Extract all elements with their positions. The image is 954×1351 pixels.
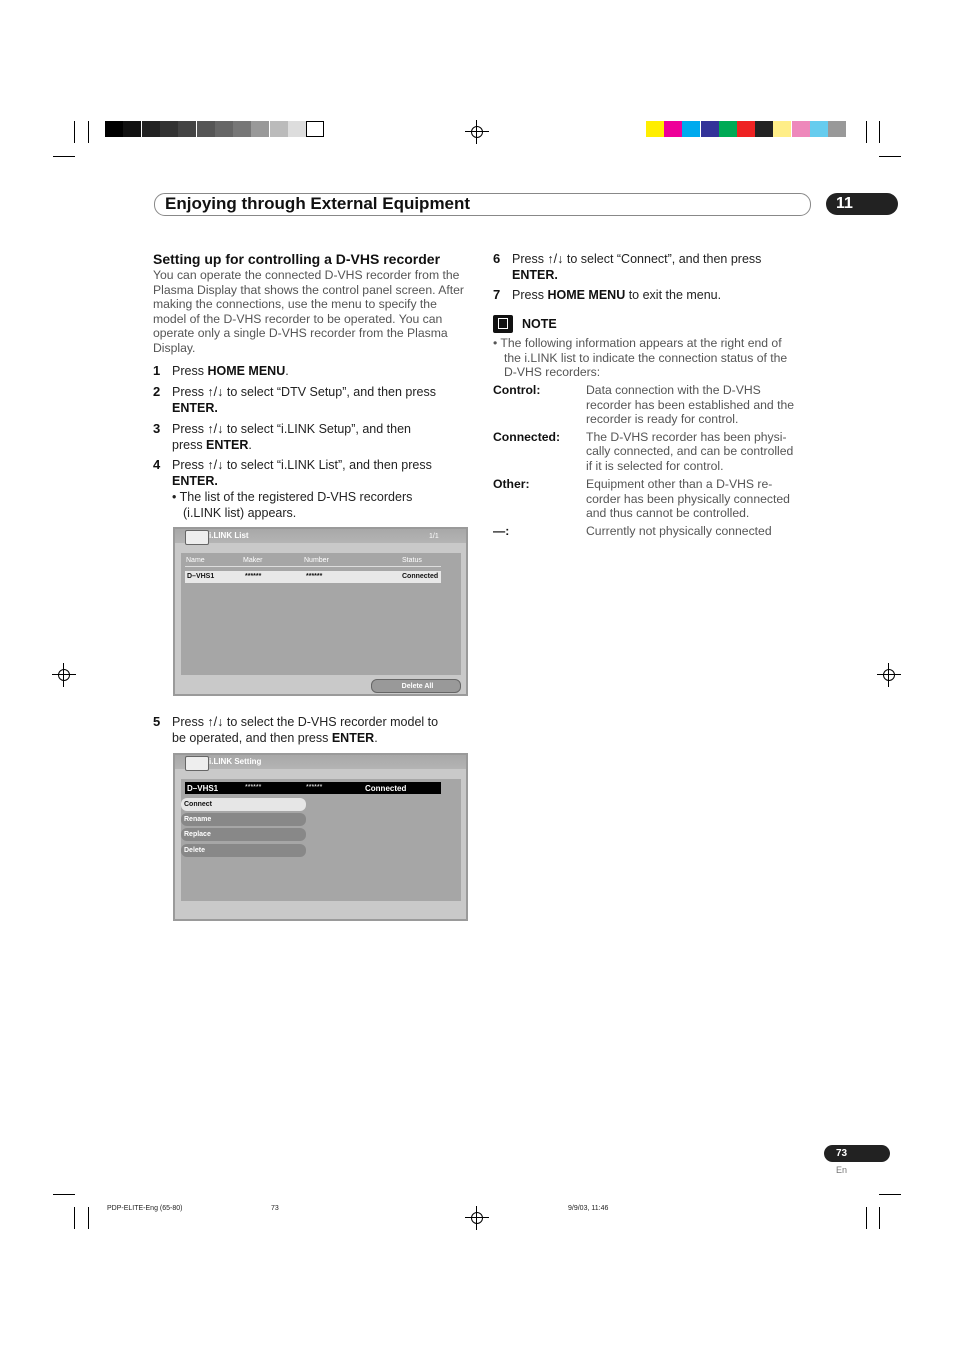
list-panel — [181, 553, 461, 675]
cell-number: ****** — [306, 784, 323, 791]
color-swatch — [682, 121, 700, 137]
step-text: ENTER. — [172, 401, 218, 415]
chapter-number-badge: 11 — [826, 193, 898, 215]
chapter-header — [154, 193, 811, 216]
column-header: Maker — [243, 557, 263, 564]
gray-swatch — [142, 121, 160, 137]
step-text: be operated, and then press ENTER. — [172, 731, 378, 745]
ilink-list-screen — [173, 527, 468, 696]
step-text: Press ↑/↓ to select “Connect”, and then press — [512, 252, 762, 266]
setting-panel — [181, 779, 461, 901]
color-swatch — [664, 121, 682, 137]
definition-text: The D-VHS recorder has been physi- — [586, 430, 787, 444]
gray-swatch — [215, 121, 233, 137]
column-header: Name — [186, 557, 205, 564]
intro-paragraph: You can operate the connected D-VHS recorder from the Plasma Display that shows the control panel screen. After making the connections, use the menu to specify the model of the D-VHS recorder to be operated. You can operate only a single D-VHS recorder from the Plasma Display. — [153, 268, 464, 355]
column-header: Number — [304, 557, 329, 564]
gray-swatch — [178, 121, 196, 137]
definition-text: and thus cannot be controlled. — [586, 506, 750, 520]
registration-mark-icon — [469, 124, 485, 140]
step-text: Press HOME MENU to exit the menu. — [512, 288, 722, 302]
gray-swatch — [306, 121, 324, 137]
color-swatch — [755, 121, 773, 137]
page-number-badge: 73 — [824, 1145, 890, 1162]
gray-swatch — [233, 121, 251, 137]
gray-swatch — [160, 121, 178, 137]
definition-term: Control: — [493, 383, 541, 397]
cell-status: Connected — [402, 573, 439, 580]
note-title: NOTE — [522, 317, 557, 331]
footer-file: PDP-ELITE-Eng (65-80) — [107, 1205, 183, 1212]
definition-text: cally connected, and can be controlled — [586, 444, 794, 458]
step-number: 5 — [153, 714, 161, 729]
step-text: Press ↑/↓ to select “i.LINK List”, and then press — [172, 458, 432, 472]
ilink-setting-screen — [173, 753, 468, 921]
color-swatch — [828, 121, 846, 137]
definition-text: recorder is ready for control. — [586, 412, 739, 426]
cell-maker: ****** — [245, 573, 262, 580]
definition-text: Equipment other than a D-VHS re- — [586, 477, 773, 491]
cell-name: D–VHS1 — [187, 573, 215, 580]
screen-title: i.LINK Setting — [209, 757, 262, 766]
cell-status: Connected — [365, 784, 407, 793]
step-bullet: • The list of the registered D-VHS recorders — [172, 490, 413, 504]
menu-item-rename[interactable]: Rename — [181, 813, 306, 826]
step-number: 2 — [153, 384, 161, 399]
definition-term: Other: — [493, 477, 530, 491]
step-number: 7 — [493, 287, 501, 302]
cell-name: D–VHS1 — [187, 784, 219, 793]
note-line: D-VHS recorders: — [504, 365, 601, 379]
color-swatch — [646, 121, 664, 137]
note-line: the i.LINK list to indicate the connection status of the — [504, 351, 788, 365]
chapter-title: Enjoying through External Equipment — [165, 194, 471, 213]
step-text: Press HOME MENU. — [172, 364, 289, 378]
language-label: En — [836, 1165, 848, 1175]
gray-swatch — [197, 121, 215, 137]
cell-number: ****** — [306, 573, 323, 580]
step-number: 4 — [153, 457, 161, 472]
color-swatch — [719, 121, 737, 137]
section-heading: Setting up for controlling a D-VHS recorder — [153, 251, 441, 267]
cell-maker: ****** — [245, 784, 262, 791]
step-number: 3 — [153, 421, 161, 436]
note-line: • The following information appears at the right end of — [493, 336, 782, 350]
step-text: Press ↑/↓ to select the D-VHS recorder model to — [172, 715, 439, 729]
color-swatch — [810, 121, 828, 137]
table-row[interactable] — [185, 571, 441, 583]
registration-mark-icon — [881, 667, 897, 683]
dtv-logo-icon — [185, 530, 209, 545]
menu-item-replace[interactable]: Replace — [181, 828, 306, 841]
step-bullet: (i.LINK list) appears. — [183, 506, 297, 520]
page-indicator: 1/1 — [429, 533, 439, 540]
menu-item-delete[interactable]: Delete — [181, 844, 306, 857]
menu-item-connect[interactable]: Connect — [181, 798, 306, 811]
gray-swatch — [270, 121, 288, 137]
gray-swatch — [288, 121, 306, 137]
registration-mark-icon — [56, 667, 72, 683]
delete-all-button[interactable]: Delete All — [371, 679, 461, 693]
step-text: ENTER. — [172, 474, 218, 488]
definition-text: Data connection with the D-VHS — [586, 383, 761, 397]
step-text: ENTER. — [512, 268, 558, 282]
step-text: Press ↑/↓ to select “DTV Setup”, and then press — [172, 385, 437, 399]
screen-title: i.LINK List — [209, 531, 249, 540]
gray-swatch — [251, 121, 269, 137]
color-swatch — [737, 121, 755, 137]
gray-swatch — [123, 121, 141, 137]
gray-swatch — [105, 121, 123, 137]
color-swatch — [773, 121, 791, 137]
step-number: 1 — [153, 363, 161, 378]
step-text: Press ↑/↓ to select “i.LINK Setup”, and then — [172, 422, 412, 436]
registration-mark-icon — [469, 1210, 485, 1226]
footer-date: 9/9/03, 11:46 — [568, 1205, 609, 1212]
selected-device-row — [185, 782, 441, 794]
definition-text: corder has been physically connected — [586, 492, 790, 506]
definition-term: —: — [493, 524, 510, 538]
color-swatch — [792, 121, 810, 137]
step-text: press ENTER. — [172, 438, 252, 452]
color-swatch — [701, 121, 719, 137]
dtv-logo-icon — [185, 756, 209, 771]
note-pencil-icon — [493, 315, 513, 333]
step-number: 6 — [493, 251, 501, 266]
definition-text: if it is selected for control. — [586, 459, 724, 473]
definition-term: Connected: — [493, 430, 561, 444]
definition-text: Currently not physically connected — [586, 524, 772, 538]
column-header: Status — [402, 557, 422, 564]
definition-text: recorder has been established and the — [586, 398, 795, 412]
footer-page: 73 — [271, 1205, 279, 1212]
